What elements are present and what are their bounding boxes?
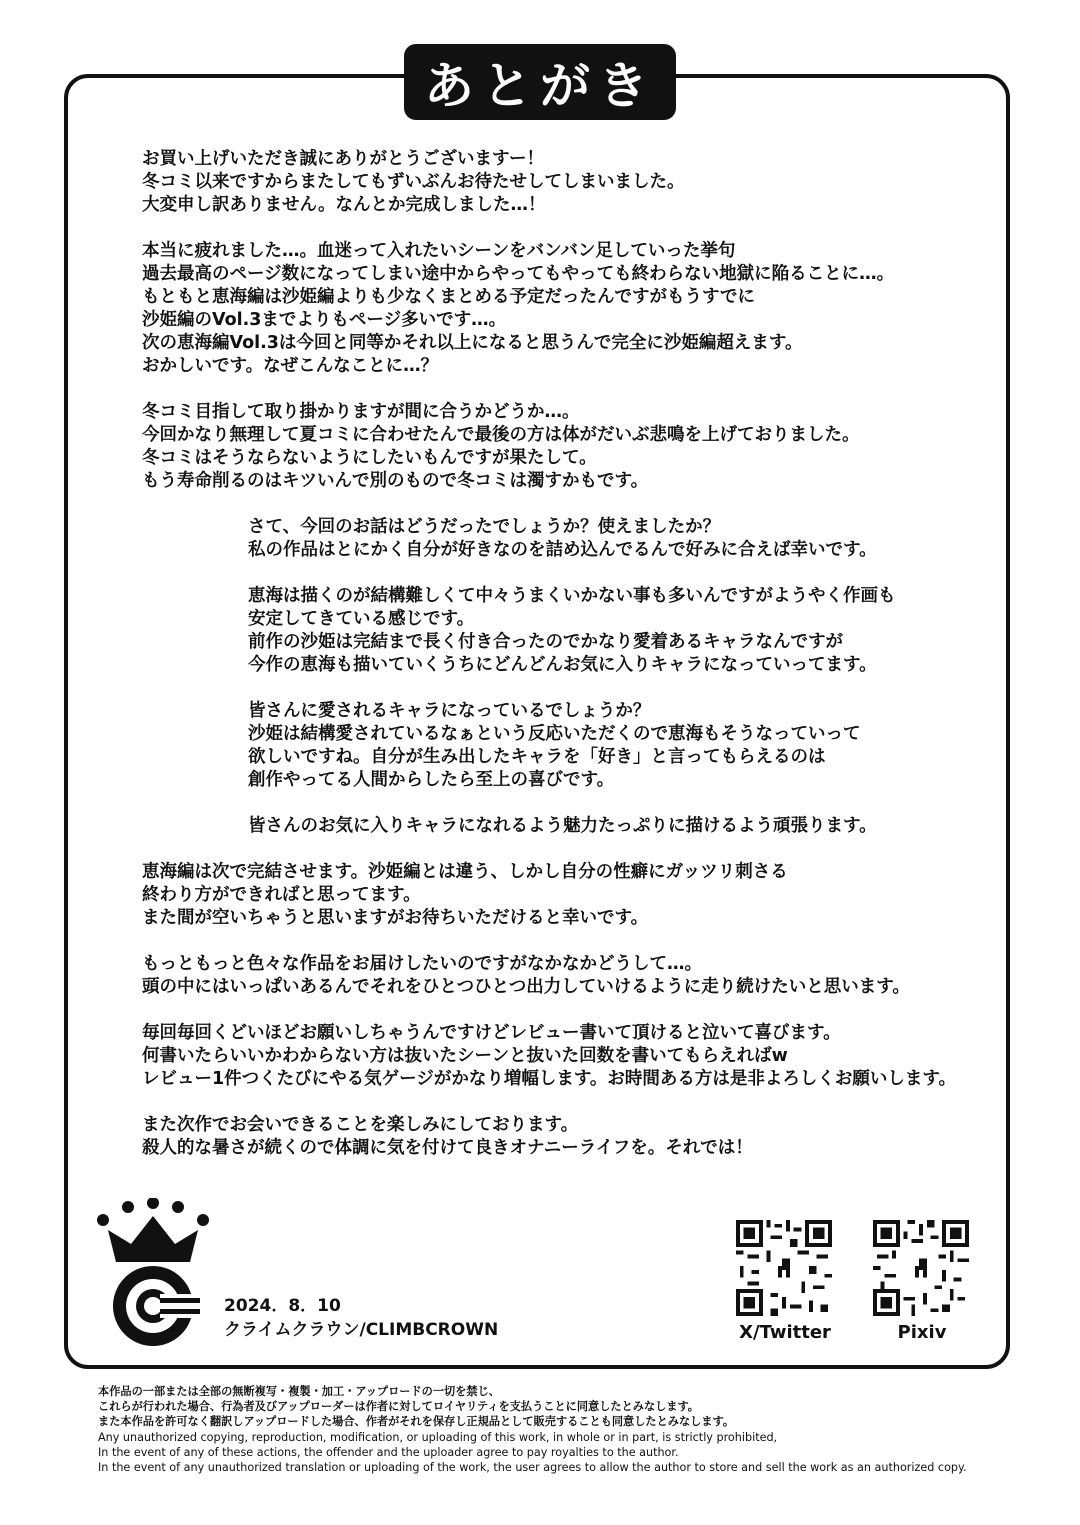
- qr-label-pixiv: Pixiv: [897, 1322, 947, 1343]
- paragraph: [142, 953, 1002, 999]
- copyright-notice-jp: [98, 1384, 1058, 1430]
- paragraph: [248, 700, 1002, 792]
- qr-code-icon: [873, 1220, 969, 1316]
- copyright-notice-en: [98, 1430, 1058, 1476]
- paragraph-line: 欲しいですね。自分が生み出したキャラを「好き」と言ってもらえるのは: [248, 747, 826, 767]
- paragraph-line: 皆さんに愛されるキャラになっているでしょうか？: [248, 701, 651, 721]
- paragraph-line: 沙姫は結構愛されているなぁという反応いただくので恵海もそうなっていって: [248, 724, 861, 744]
- paragraph-line: また次作でお会いできることを楽しみにしております。: [142, 1115, 579, 1135]
- paragraph-line: おかしいです。なぜこんなことに…？: [142, 356, 439, 376]
- paragraph-line: もともと恵海編は沙姫編よりも少なくまとめる予定だったんですがもうすでに: [142, 287, 756, 307]
- paragraph: [142, 240, 1002, 378]
- paragraph-line: 恵海は描くのが結構難しくて中々うまくいかない事も多いんですがようやく作画も: [248, 586, 896, 606]
- signature: [224, 1294, 498, 1342]
- paragraph: [248, 815, 1002, 838]
- paragraph-line: また間が空いちゃうと思いますがお待ちいただけると幸いです。: [142, 908, 649, 928]
- x-twitter-qr[interactable]: [736, 1220, 834, 1343]
- paragraph-line: 今作の恵海も描いていくうちにどんどんお気に入りキャラになっていってます。: [248, 655, 877, 675]
- paragraph-line: 本当に疲れました…。血迷って入れたいシーンをバンバン足していった挙句: [142, 241, 736, 261]
- signature-circle: クライムクラウン/CLIMBCROWN: [224, 1320, 499, 1340]
- qr-code-icon: [736, 1220, 832, 1316]
- paragraph-line: 恵海編は次で完結させます。沙姫編とは違う、しかし自分の性癖にガッツリ刺さる: [142, 862, 788, 882]
- paragraph: [142, 861, 1002, 930]
- paragraph-line: 前作の沙姫は完結まで長く付き合ったのでかなり愛着あるキャラなんですが: [248, 632, 843, 652]
- paragraph-line: 創作やってる人間からしたら至上の喜びです。: [248, 770, 615, 790]
- paragraph-line: 今回かなり無理して夏コミに合わせたんで最後の方は体がだいぶ悲鳴を上げておりました。: [142, 425, 860, 445]
- page-title: あとがき: [404, 44, 676, 120]
- paragraph-line: 沙姫編のVol.3までよりもページ多いです…。: [142, 310, 507, 330]
- paragraph-line: 毎回毎回くどいほどお願いしちゃうんですけどレビュー書いて頂けると泣いて喜びます。: [142, 1023, 841, 1043]
- paragraph-line: 次の恵海編Vol.3は今回と同等かそれ以上になると思うんで完全に沙姫編超えます。: [142, 333, 803, 353]
- paragraph: [248, 585, 1002, 677]
- paragraph: [142, 148, 1002, 217]
- paragraph-line: もう寿命削るのはキツいんで別のもので冬コミは濁すかもです。: [142, 471, 649, 491]
- paragraph-line: さて、今回のお話はどうだったでしょうか？使えましたか？: [248, 517, 721, 537]
- paragraph: [248, 516, 1002, 562]
- copyright-line: これらが行われた場合、行為者及びアップローダーは作者に対してロイヤリティを支払うことに同意したとみなします。: [98, 1400, 699, 1414]
- signature-date: 2024．8．10: [224, 1296, 341, 1316]
- paragraph-line: お買い上げいただき誠にありがとうございますー！: [142, 149, 544, 169]
- paragraph: [142, 1114, 1002, 1160]
- paragraph-line: 冬コミはそうならないようにしたいもんですが果たして。: [142, 448, 597, 468]
- crown-c-logo-icon: [96, 1198, 210, 1350]
- paragraph: [142, 1022, 1002, 1091]
- paragraph-line: 何書いたらいいかわからない方は抜いたシーンと抜いた回数を書いてもらえればw: [142, 1046, 788, 1066]
- paragraph-line: 大変申し訳ありません。なんとか完成しました…！: [142, 195, 546, 215]
- pixiv-qr[interactable]: [873, 1220, 971, 1343]
- paragraph-line: レビュー1件つくたびにやる気ゲージがかなり増幅します。お時間ある方は是非よろしくお願いします。: [142, 1069, 957, 1089]
- qr-label-x: X/Twitter: [739, 1322, 831, 1343]
- paragraph-line: 冬コミ目指して取り掛かりますが間に合うかどうか…。: [142, 402, 580, 422]
- copyright-line: また本作品を許可なく翻訳しアップロードした場合、作者がそれを保存し正規品として販売することも同意したとみなします。: [98, 1415, 735, 1429]
- paragraph-line: 皆さんのお気に入りキャラになれるよう魅力たっぷりに描けるよう頑張ります。: [248, 816, 877, 836]
- copyright-line: In the event of any unauthorized translation or uploading of the work, the user agrees to allow the author to store and sell the work as an authorized copy.: [98, 1461, 967, 1475]
- paragraph: [142, 401, 1002, 493]
- copyright-line: 本作品の一部または全部の無断複写・複製・加工・アップロードの一切を禁じ、: [98, 1385, 500, 1398]
- paragraph-line: 過去最高のページ数になってしまい途中からやってもやっても終わらない地獄に陥ることに…。: [142, 264, 895, 284]
- paragraph-line: 殺人的な暑さが続くので体調に気を付けて良きオナニーライフを。それでは！: [142, 1138, 753, 1158]
- afterword-body: [142, 148, 1002, 1183]
- copyright-notice: [98, 1384, 1058, 1475]
- paragraph-line: 終わり方ができればと思ってます。: [142, 885, 421, 905]
- paragraph-line: 頭の中にはいっぱいあるんでそれをひとつひとつ出力していけるように走り続けたいと思います。: [142, 977, 910, 997]
- copyright-line: In the event of any of these actions, the offender and the uploader agree to pay royalties to the author.: [98, 1445, 679, 1459]
- copyright-line: Any unauthorized copying, reproduction, modification, or uploading of this work, in whole or in part, is strictly prohibited,: [98, 1430, 778, 1444]
- paragraph-line: もっともっと色々な作品をお届けしたいのですがなかなかどうして…。: [142, 954, 702, 974]
- paragraph-line: 私の作品はとにかく自分が好きなのを詰め込んでるんで好みに合えば幸いです。: [248, 540, 877, 560]
- paragraph-line: 安定してきている感じです。: [248, 609, 475, 629]
- paragraph-line: 冬コミ以来ですからまたしてもずいぶんお待たせしてしまいました。: [142, 172, 685, 192]
